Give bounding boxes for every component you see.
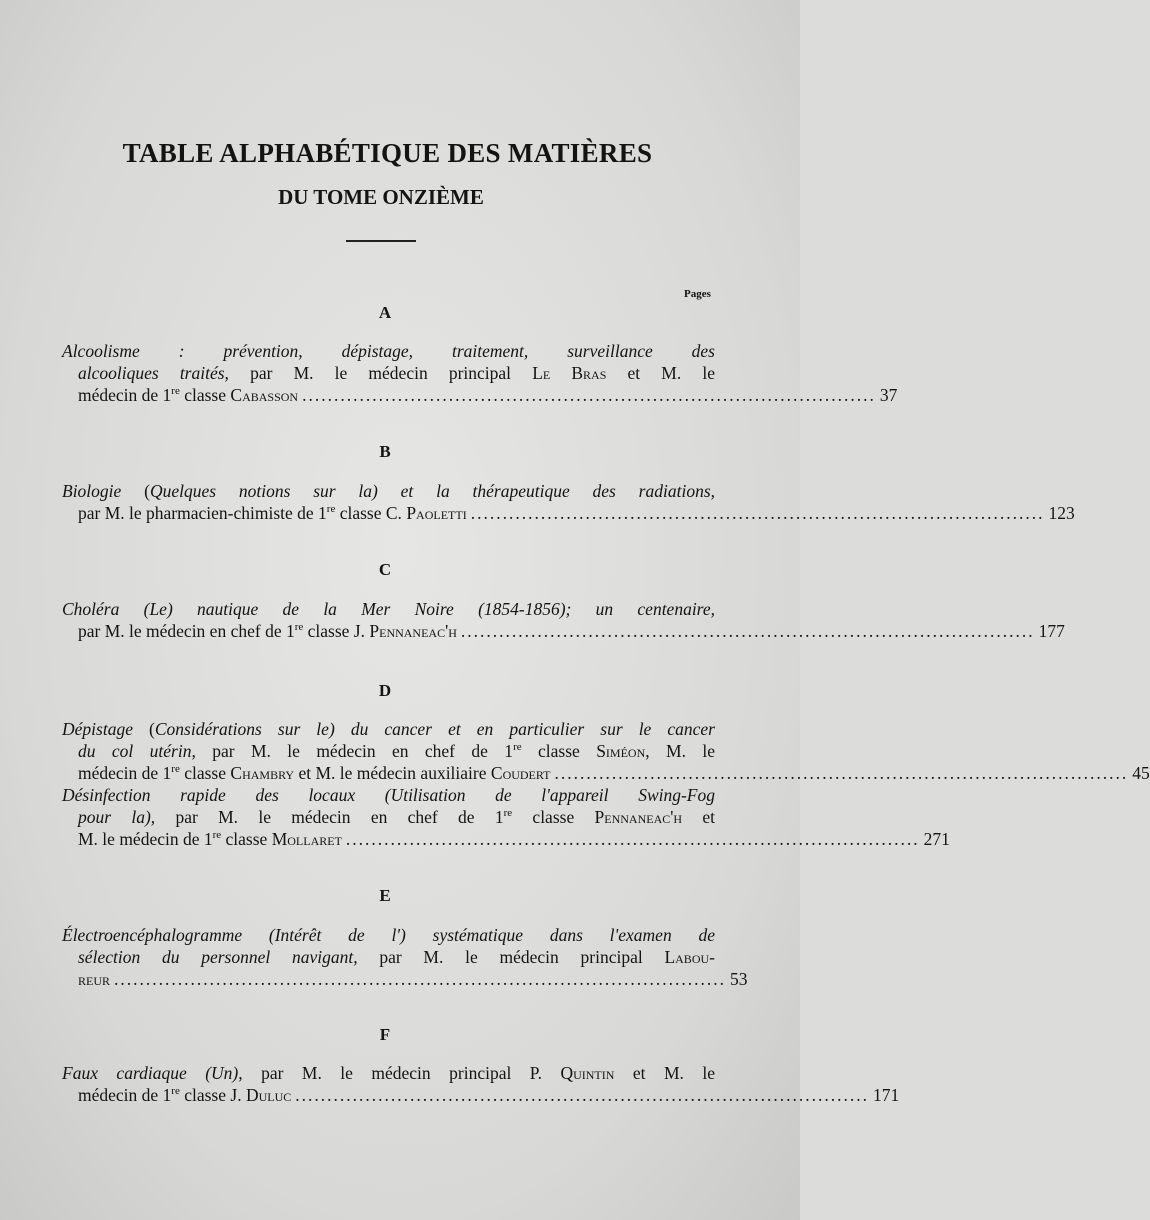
index-entry-desinfection: Désinfection rapide des locaux (Utilisation de l'appareil Swing-Fog pour la), par M. le médecin en chef de 1re classe Pennaneac'h et M. le médecin de 1re classe Mollaret .......................................................................................... 271 — [62, 785, 950, 849]
entry-topic: Faux cardiaque (Un), — [62, 1063, 243, 1083]
author-name: Coudert — [490, 763, 551, 783]
entry-topic: Biologie — [62, 481, 122, 501]
dot-leader: ................................................................................................ — [114, 969, 727, 989]
dot-leader: .......................................................................................... — [295, 1085, 870, 1105]
author-name: Quintin — [560, 1063, 615, 1083]
author-name: Paoletti — [406, 503, 467, 523]
author-name: reur — [78, 969, 111, 989]
page-number: 37 — [879, 385, 898, 405]
page-title: TABLE ALPHABÉTIQUE DES MATIÈRES — [122, 138, 653, 168]
dot-leader: .......................................................................................... — [345, 829, 920, 849]
pages-column-label: Pages — [684, 288, 711, 300]
index-entry-faux-cardiaque: Faux cardiaque (Un), par M. le médecin principal P. Quintin et M. le médecin de 1re classe J. Duluc .......................................................................................... 171 — [62, 1063, 900, 1105]
index-entry-electroencephalogramme: Électroencéphalogramme (Intérêt de l') systématique dans l'examen de sélection du personnel navigant, par M. le médecin principal Labou- reur ................................................................................................ 53 — [62, 925, 748, 989]
dot-leader: .......................................................................................... — [554, 763, 1129, 783]
index-entry-cholera: Choléra (Le) nautique de la Mer Noire (1854-1856); un centenaire, par M. le médecin en chef de 1re classe J. Pennaneac'h .......................................................................................... 177 — [62, 599, 1065, 641]
dot-leader: .......................................................................................... — [470, 503, 1045, 523]
entry-topic: Dépistage — [62, 719, 133, 739]
author-name: Chambry — [230, 763, 295, 783]
page-number: 271 — [923, 829, 950, 849]
author-name: Pennaneac'h — [369, 621, 457, 641]
entry-topic: Électroencéphalogramme (Intérêt de l') systématique dans l'examen de — [62, 925, 715, 945]
author-name: Le Bras — [532, 363, 607, 383]
page-number: 45 — [1132, 763, 1150, 783]
index-entry-depistage: Dépistage (Considérations sur le) du cancer et en particulier sur le cancer du col utérin, par M. le médecin en chef de 1re classe Siméon, M. le médecin de 1re classe Chambry et M. le médecin auxiliaire Coudert .......................................................................................... 45 — [62, 719, 1150, 783]
page-number: 53 — [730, 969, 748, 989]
entry-topic: Désinfection rapide des locaux (Utilisation de l'appareil Swing-Fog — [62, 785, 715, 805]
section-letter-d: D — [378, 681, 392, 700]
title-divider — [346, 240, 416, 242]
index-entry-biologie: Biologie (Quelques notions sur la) et la thérapeutique des radiations, par M. le pharmacien-chimiste de 1re classe C. Paoletti .......................................................................................... 123 — [62, 481, 1075, 523]
author-name: Cabasson — [230, 385, 299, 405]
section-letter-b: B — [379, 442, 391, 461]
section-letter-a: A — [378, 303, 392, 322]
page-number: 171 — [873, 1085, 900, 1105]
author-name: Mollaret — [271, 829, 342, 849]
author-name: Pennaneac'h — [594, 807, 683, 827]
page-number: 177 — [1038, 621, 1065, 641]
entry-topic: Alcoolisme : prévention, dépistage, traitement, surveillance des — [62, 341, 715, 361]
section-letter-f: F — [379, 1025, 391, 1044]
author-name: Labou- — [664, 947, 715, 967]
index-entry-alcoolisme: Alcoolisme : prévention, dépistage, traitement, surveillance des alcooliques traités, par M. le médecin principal Le Bras et M. le médecin de 1re classe Cabasson .......................................................................................... 37 — [62, 341, 898, 405]
page-number: 123 — [1048, 503, 1075, 523]
section-letter-e: E — [379, 886, 391, 905]
page-subtitle: DU TOME ONZIÈME — [278, 185, 484, 209]
entry-topic: Choléra (Le) nautique de la Mer Noire (1854-1856); un centenaire, — [62, 599, 715, 619]
author-name: Duluc — [245, 1085, 292, 1105]
author-name: Siméon — [596, 741, 646, 761]
section-letter-c: C — [378, 560, 392, 579]
dot-leader: .......................................................................................... — [460, 621, 1035, 641]
dot-leader: .......................................................................................... — [302, 385, 876, 405]
